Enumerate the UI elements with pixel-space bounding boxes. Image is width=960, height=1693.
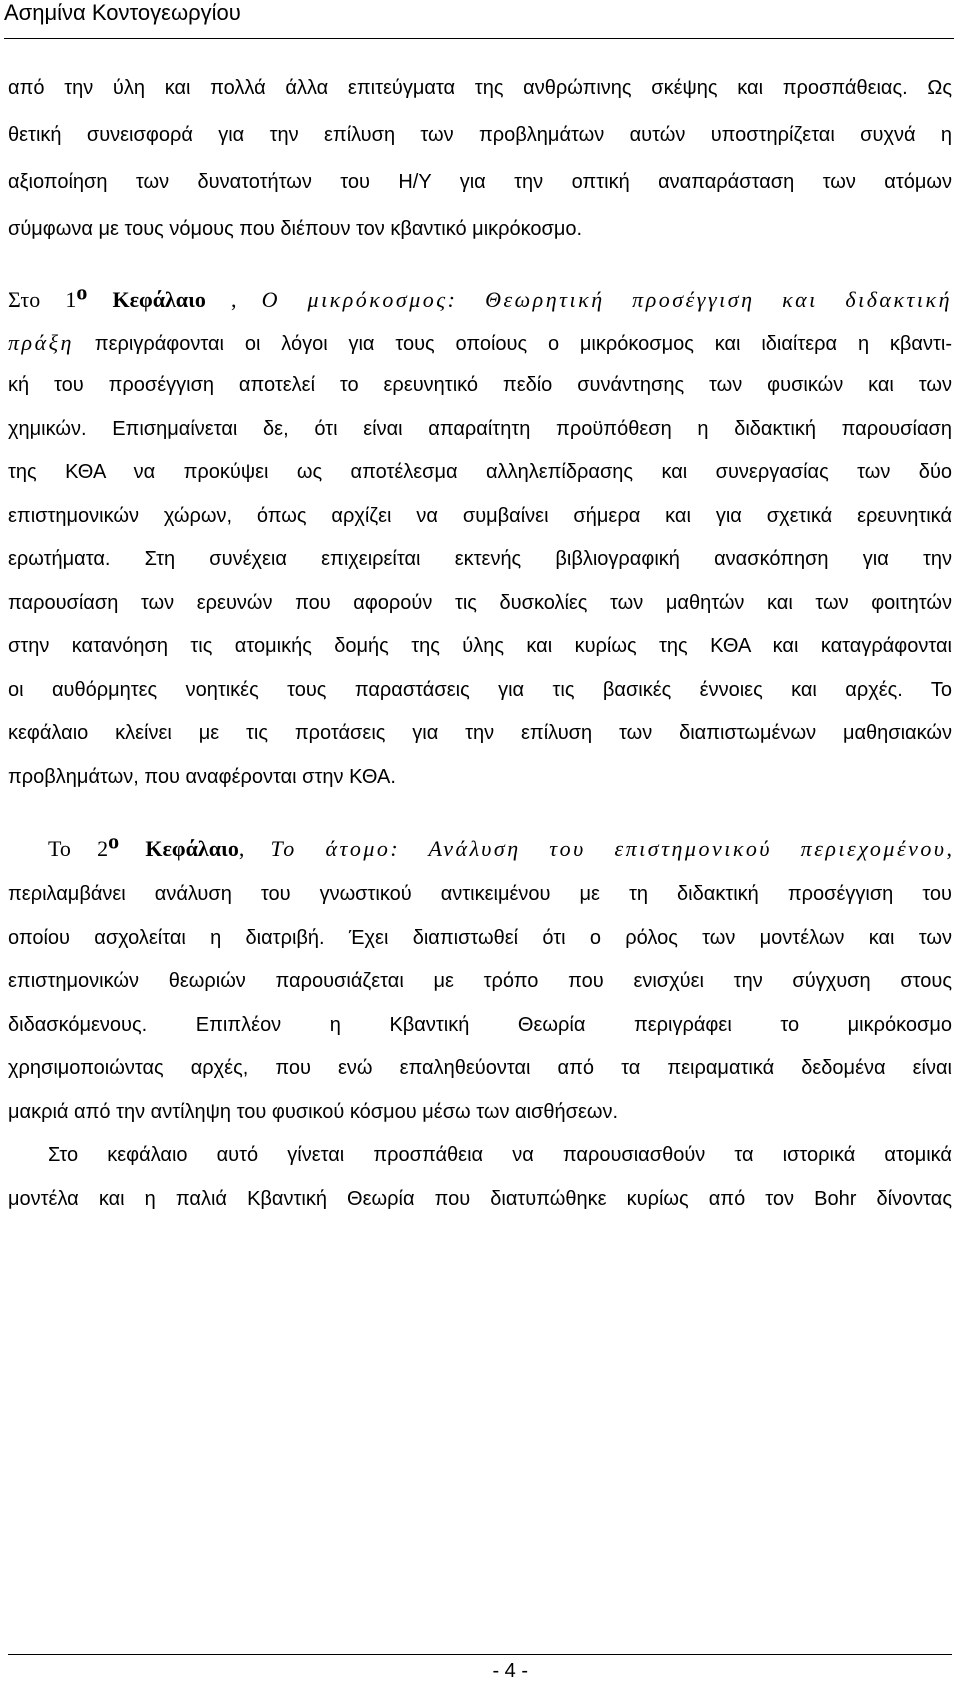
p1-line-1: από την ύλη και πολλά άλλα επιτεύγματα της ανθρώπινης σκέψης και προσπάθειας. Ως bbox=[8, 77, 952, 99]
p2-line-1 bbox=[8, 279, 953, 315]
p1-line-3: αξιοποίηση των δυνατοτήτων του Η/Υ για την οπτική αναπαράσταση των ατόμων bbox=[8, 171, 952, 193]
p2-sup: ο bbox=[76, 279, 88, 305]
p2-intro: Στο 1 bbox=[8, 287, 77, 312]
p2-line-3: κή του προσέγγιση αποτελεί το ερευνητικό πεδίο συνάντησης των φυσικών και των bbox=[8, 374, 952, 396]
p3-sup: ο bbox=[108, 828, 120, 854]
p3-line-5: διδασκόμενους. Επιπλέον η Κβαντική Θεωρία περιγράφει το μικρόκοσμο bbox=[8, 1014, 952, 1036]
footer-divider bbox=[8, 1654, 952, 1655]
p3-line-7: μακριά από την αντίληψη του φυσικού κόσμου μέσω των αισθήσεων. bbox=[8, 1101, 619, 1123]
header-author: Ασημίνα Κοντογεωργίου bbox=[4, 0, 241, 25]
p2-line-4: χημικών. Επισημαίνεται δε, ότι είναι απαραίτητη προϋπόθεση η διδακτική παρουσίαση bbox=[8, 418, 952, 440]
p2-chapter: Κεφάλαιο bbox=[112, 287, 206, 312]
p4-line-1: Στο κεφάλαιο αυτό γίνεται προσπάθεια να παρουσιασθούν τα ιστορικά ατομικά bbox=[48, 1144, 952, 1166]
p2-line-6: επιστημονικών χώρων, όπως αρχίζει να συμβαίνει σήμερα και για σχετικά ερευνητικά bbox=[8, 505, 952, 527]
p3-chapter: Κεφάλαιο bbox=[145, 836, 239, 861]
p1-line-4: σύμφωνα με τους νόμους που διέπουν τον κβαντικό μικρόκοσμο. bbox=[8, 218, 583, 240]
p4-line-2: μοντέλα και η παλιά Κβαντική Θεωρία που διατυπώθηκε κυρίως από τον Bohr δίνοντας bbox=[8, 1188, 952, 1210]
p3-comma-1: , bbox=[238, 836, 271, 861]
p1-line-2: θετική συνεισφορά για την επίλυση των προβλημάτων αυτών υποστηρίζεται συχνά η bbox=[8, 124, 952, 146]
p3-line-2: περιλαμβάνει ανάλυση του γνωστικού αντικειμένου με τη διδακτική προσέγγιση του bbox=[8, 883, 952, 905]
p2-title-l2: πράξη bbox=[8, 330, 74, 355]
p2-line-7: ερωτήματα. Στη συνέχεια επιχειρείται εκτενής βιβλιογραφική ανασκόπηση για την bbox=[8, 548, 952, 570]
p3-line-4: επιστημονικών θεωριών παρουσιάζεται με τρόπο που ενισχύει την σύγχυση στους bbox=[8, 970, 952, 992]
p2-line-11: κεφάλαιο κλείνει με τις προτάσεις για την επίλυση των διαπιστωμένων μαθησιακών bbox=[8, 722, 952, 744]
p2-line-10: οι αυθόρμητες νοητικές τους παραστάσεις για τις βασικές έννοιες και αρχές. Το bbox=[8, 679, 952, 701]
p3-title: Το άτομο: Ανάλυση του επιστημονικού περιεχομένου bbox=[270, 836, 947, 861]
page-number: - 4 - bbox=[492, 1660, 528, 1682]
p2-line-2-rest: περιγράφονται οι λόγοι για τους οποίους ο μικρόκοσμος και ιδιαίτερα η κβαντι- bbox=[73, 333, 952, 355]
p2-line-12: προβλημάτων, που αναφέρονται στην ΚΘΑ. bbox=[8, 766, 396, 788]
p2-line-2 bbox=[8, 329, 952, 358]
p3-line-6: χρησιμοποιώντας αρχές, που ενώ επαληθεύονται από τα πειραματικά δεδομένα είναι bbox=[8, 1057, 952, 1079]
page-header bbox=[4, 0, 954, 39]
p2-line-9: στην κατανόηση τις ατομικής δομής της ύλης και κυρίως της ΚΘΑ και καταγράφονται bbox=[8, 635, 952, 657]
p3-comma-2: , bbox=[946, 836, 953, 861]
p3-line-3: οποίου ασχολείται η διατριβή. Έχει διαπιστωθεί ότι ο ρόλος των μοντέλων και των bbox=[8, 927, 952, 949]
p3-line-1 bbox=[48, 828, 953, 864]
p2-line-5: της ΚΘΑ να προκύψει ως αποτέλεσμα αλληλεπίδρασης και συνεργασίας των δύο bbox=[8, 461, 952, 483]
p2-title-l1: Ο μικρόκοσμος: Θεωρητική προσέγγιση και διδακτική bbox=[261, 287, 953, 312]
p2-comma: , bbox=[205, 287, 262, 312]
p3-intro: Το 2 bbox=[48, 836, 109, 861]
p2-line-8: παρουσίαση των ερευνών που αφορούν τις δυσκολίες των μαθητών και των φοιτητών bbox=[8, 592, 952, 614]
